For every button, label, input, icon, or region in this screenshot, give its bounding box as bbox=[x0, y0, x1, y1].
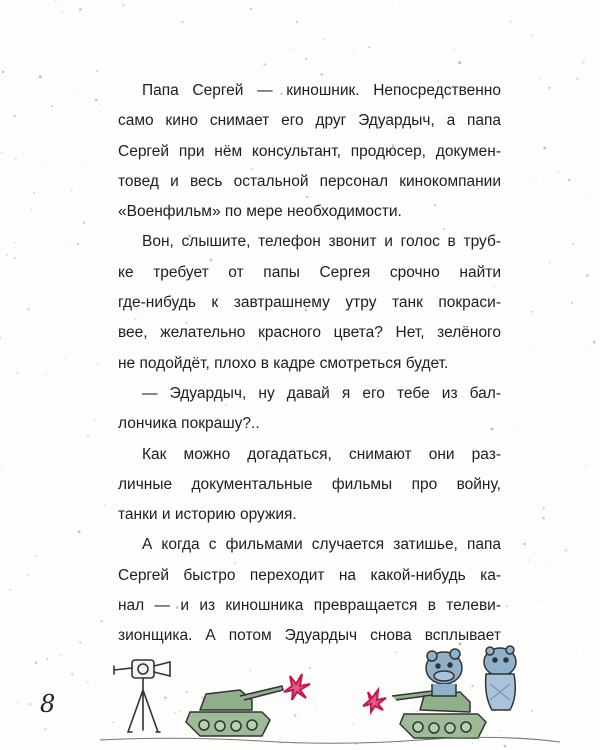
speckle bbox=[506, 605, 508, 607]
speckle bbox=[543, 508, 545, 510]
speckle bbox=[263, 63, 266, 66]
text-line: Сергей быстро переходит на какой-нибудь ка- bbox=[118, 566, 501, 584]
speckle bbox=[2, 464, 3, 465]
text-line: нал — и из киношника превращается в телеви- bbox=[118, 597, 501, 615]
bottom-illustration bbox=[0, 640, 600, 750]
text-line: личные документальные фильмы про войну, bbox=[118, 475, 501, 493]
speckle bbox=[1, 152, 3, 154]
speckle bbox=[181, 21, 183, 23]
explosion-left bbox=[284, 674, 310, 700]
text-line: — Эдуардыч, ну давай я его тебе из бал- bbox=[142, 384, 501, 402]
speckle bbox=[572, 243, 574, 245]
speckle bbox=[99, 111, 100, 112]
speckle bbox=[112, 482, 113, 483]
speckle bbox=[586, 466, 587, 467]
text-line: А когда с фильмами случается затишье, папа bbox=[142, 536, 501, 554]
speckle bbox=[93, 448, 94, 449]
speckle bbox=[543, 146, 546, 149]
hippo-left bbox=[426, 649, 462, 696]
speckle bbox=[9, 593, 10, 594]
speckle bbox=[531, 34, 533, 36]
speckle bbox=[528, 62, 529, 63]
speckle bbox=[100, 620, 102, 622]
speckle bbox=[33, 192, 35, 194]
speckle bbox=[545, 564, 546, 565]
speckle bbox=[78, 530, 81, 533]
speckle bbox=[17, 372, 19, 374]
speckle bbox=[539, 78, 541, 80]
speckle bbox=[0, 468, 1, 469]
speckle bbox=[14, 242, 16, 244]
text-line: вее, желательно красного цвета? Нет, зелёного bbox=[118, 324, 501, 342]
speckle bbox=[577, 78, 579, 80]
tank-left bbox=[186, 686, 283, 736]
speckle bbox=[529, 541, 530, 542]
text-line: не подойдёт, плохо в кадре смотреться будет. bbox=[118, 354, 449, 372]
speckle bbox=[6, 254, 8, 256]
speckle bbox=[42, 166, 43, 167]
speckle bbox=[556, 494, 557, 495]
speckle bbox=[77, 243, 79, 245]
speckle bbox=[27, 308, 29, 310]
speckle bbox=[593, 341, 596, 344]
speckle bbox=[568, 179, 570, 181]
speckle bbox=[582, 61, 585, 64]
speckle bbox=[510, 21, 512, 23]
speckle bbox=[368, 46, 370, 48]
text-line: Как можно догадаться, снимают они раз- bbox=[142, 445, 501, 463]
speckle bbox=[549, 262, 551, 264]
speckle bbox=[96, 70, 98, 72]
speckle bbox=[45, 373, 46, 374]
speckle bbox=[36, 555, 38, 557]
speckle bbox=[558, 171, 559, 172]
speckle bbox=[586, 274, 588, 276]
speckle bbox=[543, 600, 544, 601]
speckle bbox=[533, 348, 535, 350]
speckle bbox=[528, 559, 529, 560]
speckle bbox=[122, 4, 124, 6]
camera-sketch bbox=[114, 660, 170, 732]
speckle bbox=[392, 5, 393, 6]
speckle bbox=[97, 363, 98, 364]
speckle bbox=[62, 11, 63, 12]
speckle bbox=[87, 435, 89, 437]
speckle bbox=[548, 87, 550, 89]
text-line: танки и историю оружия. bbox=[118, 506, 297, 524]
ground-line bbox=[100, 737, 560, 743]
speckle bbox=[517, 426, 518, 427]
speckle bbox=[289, 49, 290, 50]
speckle bbox=[590, 198, 591, 199]
speckle bbox=[588, 346, 589, 347]
speckle bbox=[453, 49, 455, 51]
speckle bbox=[523, 543, 525, 545]
speckle bbox=[27, 574, 29, 576]
tank-right bbox=[392, 690, 486, 738]
text-line: товед и весь остальной персонал кинокомпании bbox=[118, 172, 501, 190]
text-line: зионщика. А потом Эдуардыч снова всплывает bbox=[118, 627, 501, 645]
speckle bbox=[55, 0, 57, 1]
text-line: где-нибудь к завтрашнему утру танк покраси- bbox=[118, 294, 501, 312]
speckle bbox=[535, 178, 537, 180]
speckle bbox=[564, 549, 567, 552]
speckle bbox=[65, 358, 67, 360]
speckle bbox=[571, 302, 573, 304]
speckle bbox=[233, 23, 234, 24]
speckle bbox=[74, 88, 75, 89]
speckle bbox=[250, 8, 252, 10]
speckle bbox=[39, 75, 42, 78]
text-line: лончика покрашу?.. bbox=[118, 415, 260, 433]
speckle bbox=[531, 311, 533, 313]
speckle bbox=[79, 8, 81, 10]
speckle bbox=[81, 167, 83, 169]
speckle bbox=[0, 337, 1, 339]
speckle bbox=[30, 209, 32, 211]
hippo-right bbox=[484, 646, 516, 710]
speckle bbox=[575, 385, 576, 386]
speckle bbox=[94, 419, 96, 421]
speckle bbox=[296, 21, 298, 23]
page-number: 8 bbox=[40, 690, 56, 718]
speckle bbox=[51, 105, 53, 107]
speckle bbox=[14, 257, 16, 259]
body-text bbox=[118, 76, 501, 652]
text-line: Вон, слышите, телефон звонит и голос в труб- bbox=[142, 233, 501, 251]
text-line: Сергей при нём консультант, продюсер, докумен- bbox=[118, 142, 501, 160]
speckle bbox=[71, 189, 73, 191]
text-line: Папа Сергей — киношник. Непосредственно bbox=[142, 82, 501, 99]
speckle bbox=[9, 589, 11, 591]
speckle bbox=[15, 159, 16, 160]
speckle bbox=[83, 222, 85, 224]
speckle bbox=[542, 517, 545, 520]
speckle bbox=[101, 28, 102, 29]
explosion-right bbox=[363, 690, 386, 712]
speckle bbox=[305, 58, 307, 60]
text-line: само кино снимает его друг Эдуардыч, а папа bbox=[118, 112, 501, 130]
text-line: ке требует от папы Сергея срочно найти bbox=[118, 263, 501, 281]
text-line: «Военфильм» по мере необходимости. bbox=[118, 203, 402, 221]
speckle bbox=[104, 505, 105, 506]
speckle bbox=[48, 107, 49, 108]
speckle bbox=[2, 71, 4, 73]
speckle bbox=[67, 246, 68, 247]
speckle bbox=[13, 115, 15, 117]
speckle bbox=[323, 39, 325, 41]
speckle bbox=[95, 99, 98, 102]
speckle bbox=[353, 50, 354, 51]
speckle bbox=[458, 61, 461, 64]
